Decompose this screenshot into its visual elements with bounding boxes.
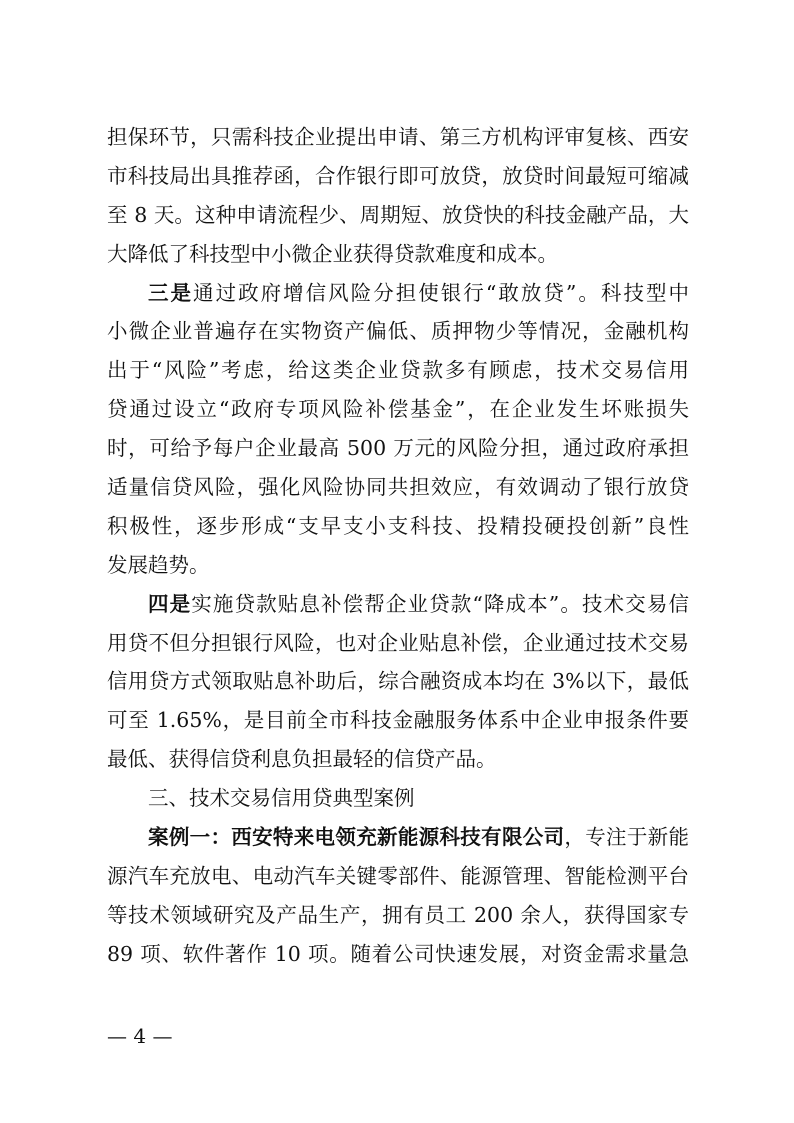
text-line: 积极性，逐步形成“支早支小支科技、投精投硬投创新”良性 — [107, 513, 689, 538]
text-line: 发展趋势。 — [107, 552, 210, 577]
section-heading: 三、技术交易信用贷典型案例 — [148, 786, 415, 811]
text-line: 贷通过设立“政府专项风险补偿基金”，在企业发生坏账损失 — [107, 397, 689, 422]
case-one-first-line — [107, 818, 689, 857]
text-line: 至 8 天。这种申请流程少、周期短、放贷快的科技金融产品，大 — [107, 202, 689, 227]
case-one-first-text: ，专注于新能 — [564, 825, 689, 850]
paragraph-three-lead: 三是 — [148, 280, 194, 305]
text-line: 等技术领域研究及产品生产，拥有员工 200 余人，获得国家专 — [107, 902, 689, 927]
paragraph-four-lead: 四是 — [148, 591, 192, 616]
text-line: 出于“风险”考虑，给这类企业贷款多有顾虑，技术交易信用 — [107, 358, 689, 383]
text-line: 大降低了科技型中小微企业获得贷款难度和成本。 — [107, 241, 558, 266]
text-line: 可至 1.65%，是目前全市科技金融服务体系中企业申报条件要 — [107, 708, 689, 733]
paragraph-four-first-text: 实施贷款贴息补偿帮企业贷款“降成本”。技术交易信 — [191, 591, 689, 616]
body-text — [107, 118, 689, 974]
paragraph-three-first-line — [107, 274, 689, 313]
text-line: 用贷不但分担银行风险，也对企业贴息补偿，企业通过技术交易 — [107, 630, 689, 655]
text-line: 担保环节，只需科技企业提出申请、第三方机构评审复核、西安 — [107, 125, 689, 149]
page-number: — 4 — — [107, 1024, 173, 1048]
text-line: 市科技局出具推荐函，合作银行即可放贷，放贷时间最短可缩减 — [107, 163, 689, 188]
text-line: 时，可给予每户企业最高 500 万元的风险分担，通过政府承担 — [107, 436, 689, 461]
text-line: 源汽车充放电、电动汽车关键零部件、能源管理、智能检测平台 — [107, 863, 689, 888]
text-line: 适量信贷风险，强化风险协同共担效应，有效调动了银行放贷 — [107, 475, 689, 500]
paragraph-four-first-line — [107, 585, 689, 624]
case-one-lead: 案例一：西安特来电领充新能源科技有限公司 — [148, 825, 565, 850]
text-line: 信用贷方式领取贴息补助后，综合融资成本均在 3%以下，最低 — [107, 669, 689, 694]
text-line: 89 项、软件著作 10 项。随着公司快速发展，对资金需求量急 — [107, 941, 689, 966]
text-line: 最低、获得信贷利息负担最轻的信贷产品。 — [107, 747, 497, 772]
text-line: 小微企业普遍存在实物资产偏低、质押物少等情况，金融机构 — [107, 319, 689, 344]
paragraph-three-first-text: 通过政府增信风险分担使银行“敢放贷”。科技型中 — [193, 280, 689, 305]
